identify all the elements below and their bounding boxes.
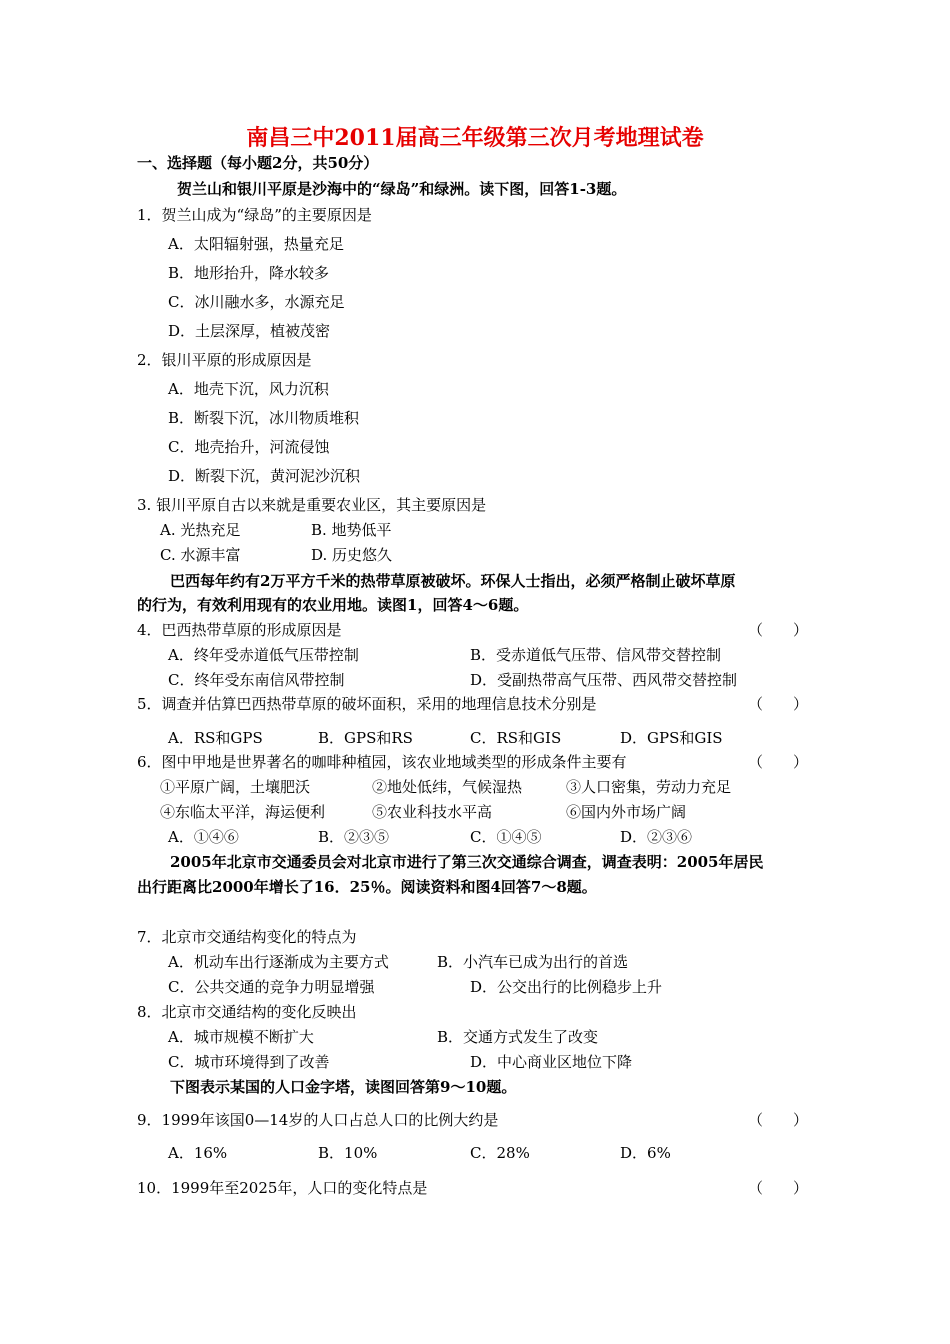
q5-answer-bracket: （ ） [748, 695, 809, 713]
q1-option-c: C．冰川融水多，水源充足 [168, 293, 345, 311]
q6-option-c: C．①④⑤ [470, 828, 542, 846]
q8-option-a: A．城市规模不断扩大 [168, 1028, 314, 1046]
q4-option-d: D．受副热带高气压带、西风带交替控制 [470, 671, 738, 689]
q6-item-1: ①平原广阔，土壤肥沃 [160, 778, 311, 796]
q7-option-b: B．小汽车已成为出行的首选 [437, 953, 629, 971]
q2-option-d: D．断裂下沉，黄河泥沙沉积 [168, 467, 361, 485]
q2-option-a: A．地壳下沉，风力沉积 [168, 380, 329, 398]
q9-option-b: B．10% [318, 1144, 378, 1162]
q2-option-b: B．断裂下沉，冰川物质堆积 [168, 409, 360, 427]
q7-option-c: C．公共交通的竞争力明显增强 [168, 978, 375, 996]
q6-item-2: ②地处低纬，气候湿热 [372, 778, 523, 796]
q10-answer-bracket: （ ） [748, 1179, 809, 1197]
q7-option-a: A．机动车出行逐渐成为主要方式 [168, 953, 389, 971]
q9-answer-bracket: （ ） [748, 1111, 809, 1129]
question-9-stem: 9．1999年该国0—14岁的人口占总人口的比例大约是 [137, 1111, 499, 1129]
intro-passage-2-line-1: 巴西每年约有2万平方千米的热带草原被破坏。环保人士指出，必须严格制止破坏草原 [170, 572, 736, 590]
question-3-stem: 3. 银川平原自古以来就是重要农业区，其主要原因是 [137, 496, 487, 514]
q3-option-b: B. 地势低平 [311, 521, 392, 539]
intro-passage-2-line-2: 的行为，有效利用现有的农业用地。读图1，回答4～6题。 [137, 596, 529, 614]
q4-option-a: A．终年受赤道低气压带控制 [168, 646, 359, 664]
q6-item-6: ⑥国内外市场广阔 [566, 803, 687, 821]
section-heading: 一、选择题（每小题2分，共50分） [137, 154, 379, 172]
q9-option-c: C．28% [470, 1144, 530, 1162]
intro-passage-4: 下图表示某国的人口金字塔，读图回答第9～10题。 [170, 1078, 517, 1096]
q6-answer-bracket: （ ） [748, 753, 809, 771]
question-6-stem: 6．图中甲地是世界著名的咖啡种植园，该农业地域类型的形成条件主要有 [137, 753, 627, 771]
intro-passage-1: 贺兰山和银川平原是沙海中的“绿岛”和绿洲。读下图，回答1-3题。 [177, 180, 627, 198]
q6-option-b: B．②③⑤ [318, 828, 390, 846]
question-8-stem: 8．北京市交通结构的变化反映出 [137, 1003, 357, 1021]
q4-option-b: B．受赤道低气压带、信风带交替控制 [470, 646, 722, 664]
exam-title: 南昌三中2011届高三年级第三次月考地理试卷 [246, 125, 704, 151]
q3-option-c: C. 水源丰富 [160, 546, 241, 564]
q6-item-3: ③人口密集，劳动力充足 [566, 778, 732, 796]
q7-option-d: D．公交出行的比例稳步上升 [470, 978, 663, 996]
q6-option-d: D．②③⑥ [620, 828, 693, 846]
question-1-stem: 1．贺兰山成为“绿岛”的主要原因是 [137, 206, 372, 224]
question-4-stem: 4．巴西热带草原的形成原因是 [137, 621, 342, 639]
q8-option-b: B．交通方式发生了改变 [437, 1028, 599, 1046]
intro-passage-3-line-2: 出行距离比2000年增长了16．25％。阅读资料和图4回答7～8题。 [137, 878, 597, 896]
question-2-stem: 2．银川平原的形成原因是 [137, 351, 312, 369]
question-5-stem: 5．调查并估算巴西热带草原的破坏面积，采用的地理信息技术分别是 [137, 695, 597, 713]
q6-option-a: A．①④⑥ [168, 828, 239, 846]
q9-option-a: A．16% [168, 1144, 228, 1162]
q8-option-c: C．城市环境得到了改善 [168, 1053, 330, 1071]
q8-option-d: D．中心商业区地位下降 [470, 1053, 633, 1071]
q6-item-4: ④东临太平洋，海运便利 [160, 803, 326, 821]
q5-option-a: A．RS和GPS [168, 729, 263, 747]
q1-option-b: B．地形抬升，降水较多 [168, 264, 330, 282]
q5-option-c: C．RS和GIS [470, 729, 562, 747]
question-7-stem: 7．北京市交通结构变化的特点为 [137, 928, 357, 946]
q1-option-a: A．太阳辐射强，热量充足 [168, 235, 344, 253]
q2-option-c: C．地壳抬升，河流侵蚀 [168, 438, 330, 456]
q5-option-d: D．GPS和GIS [620, 729, 723, 747]
q9-option-d: D．6% [620, 1144, 671, 1162]
question-10-stem: 10．1999年至2025年，人口的变化特点是 [137, 1179, 428, 1197]
q5-option-b: B．GPS和RS [318, 729, 413, 747]
q3-option-d: D. 历史悠久 [311, 546, 393, 564]
q4-answer-bracket: （ ） [748, 621, 809, 639]
q3-option-a: A. 光热充足 [160, 521, 241, 539]
q6-item-5: ⑤农业科技水平高 [372, 803, 493, 821]
q1-option-d: D．土层深厚，植被茂密 [168, 322, 331, 340]
intro-passage-3-line-1: 2005年北京市交通委员会对北京市进行了第三次交通综合调查，调查表明：2005年居民 [170, 853, 764, 871]
q4-option-c: C．终年受东南信风带控制 [168, 671, 345, 689]
